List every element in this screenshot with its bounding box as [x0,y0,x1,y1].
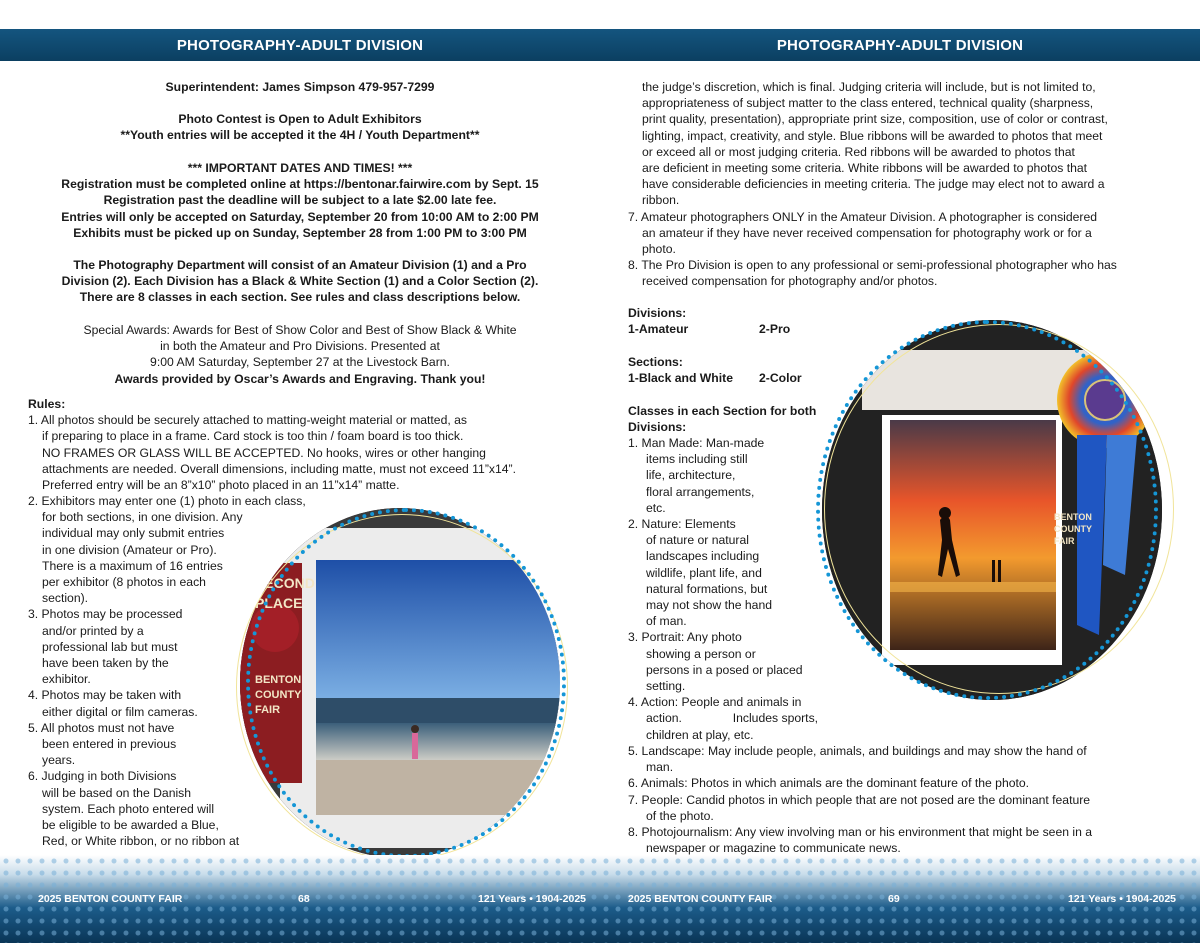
rule-2 [28,493,328,606]
special-awards-line: 9:00 AM Saturday, September 27 at the Livestock Barn. [150,355,450,370]
class-line: persons in a posed or placed [646,662,803,677]
division-amateur: 1-Amateur [628,322,689,337]
class-line: children at play, etc. [646,727,754,742]
rule-6 [28,768,328,849]
class-line: of the photo. [646,808,714,823]
section-color: 2-Color [759,371,802,386]
rule-line: ribbon. [642,193,680,208]
class-5 [628,743,1188,775]
class-3 [628,629,868,694]
rule-line: are deficient in meeting some criteria. White ribbons will be awarded to photos that [642,161,1088,176]
ribbon-text-benton: BENTON [1054,512,1092,522]
rule-line: 3. Photos may be processed [28,607,183,622]
class-line: wildlife, plant life, and [646,565,762,580]
ribbon-text-county: COUNTY [1054,524,1092,534]
open-line-2: **Youth entries will be accepted it the 4H / Youth Department** [120,128,480,143]
open-line-1: Photo Contest is Open to Adult Exhibitors [178,112,422,126]
rule-line: 4. Photos may be taken with [28,688,182,703]
class-line: 7. People: Candid photos in which people that are not posed are the dominant feature [628,792,1091,807]
special-awards-line: Special Awards: Awards for Best of Show Color and Best of Show Black & White [83,323,517,337]
class-line: 3. Portrait: Any photo [628,630,742,645]
ribbon-text-fair: FAIR [255,704,281,716]
footer-page-number: 69 [888,893,900,905]
class-line: action. Includes sports, [646,711,819,726]
rule-line: 7. Amateur photographers ONLY in the Amateur Division. A photographer is considered [628,209,1098,224]
class-line: natural formations, but [646,581,768,596]
left-banner-title: PHOTOGRAPHY-ADULT DIVISION [0,29,600,61]
rule-line: have considerable deficiencies in meeting criteria. The judge may elect not to award a [642,177,1105,192]
classes-heading-block [628,403,858,435]
superintendent-line: Superintendent: James Simpson 479-957-7299 [165,80,435,94]
class-line: landscapes including [646,549,760,564]
rule-line: 5. All photos must not have [28,720,175,735]
sunset-photo-graphic [822,320,1182,705]
date-line: Exhibits must be picked up on Sunday, September 28 from 1:00 PM to 3:00 PM [73,225,527,240]
class-line: may not show the hand [646,598,773,613]
rule-line: There is a maximum of 16 entries [42,558,223,573]
special-awards-line: in both the Amateur and Pro Divisions. Presented at [160,339,440,354]
class-4 [628,694,868,743]
rule-8 [628,257,1188,289]
classes-narrow [628,435,868,743]
rule-line: an amateur if they have never received compensation for photography work or for a [642,225,1092,240]
awards-thanks: Awards provided by Oscar’s Awards and Engraving. Thank you! [114,371,486,386]
rule-line: for both sections, in one division. Any [42,510,243,525]
rule-line: attachments are needed. Overall dimensions, including matte, must not exceed 11”x14”. [42,461,516,476]
rule-line: individual may only submit entries [42,526,225,541]
class-6 [628,775,1188,791]
right-page [600,0,1200,943]
important-header: *** IMPORTANT DATES AND TIMES! *** [187,161,413,175]
rule-line: 2. Exhibitors may enter one (1) photo in each class, [28,494,306,508]
rule-line: either digital or film cameras. [42,704,198,719]
rule-4 [28,687,328,719]
rule-line: and/or printed by a [42,623,144,638]
department-line: The Photography Department will consist of an Amateur Division (1) and a Pro [73,258,527,272]
rule-line: or exceed all or most judging criteria. Red ribbons will be awarded to photos that [642,144,1075,159]
rule-line: 8. The Pro Division is open to any professional or semi-professional photographer who has [628,258,1117,273]
class-line: 6. Animals: Photos in which animals are the dominant feature of the photo. [628,776,1030,791]
rule-line: will be based on the Danish [42,785,192,800]
ribbon-text-benton: BENTON [255,674,302,686]
rule-line: exhibitor. [42,672,91,687]
sections-section [628,354,868,386]
footer-page-number: 68 [298,893,310,905]
class-1 [628,435,868,516]
date-line: Registration must be completed online at https://bentonar.fairwire.com by Sept. 15 [61,177,539,192]
footer-fair-name: 2025 BENTON COUNTY FAIR [628,893,773,905]
right-banner-title: PHOTOGRAPHY-ADULT DIVISION [600,29,1200,61]
rule-line: appropriateness of subject matter to the class entered, technical quality (sharpness, [642,96,1094,111]
important-dates [20,160,580,241]
rule-line: if preparing to place in a frame. Card stock is too thin / foam board is too thick. [42,429,464,444]
rule-line: 6. Judging in both Divisions [28,769,177,784]
class-line: newspaper or magazine to communicate news. [646,841,901,856]
divisions-heading: Divisions: [628,306,687,320]
class-line: 8. Photojournalism: Any view involving man or his environment that might be seen in a [628,825,1093,840]
ribbon-text-county: COUNTY [255,689,302,701]
class-line: man. [646,760,674,775]
class-line: 1. Man Made: Man-made [628,436,765,450]
section-black-white: 1-Black and White [628,371,733,386]
rule-3 [28,606,328,687]
classes-heading-cont: Divisions: [628,420,687,435]
classes-heading: Classes in each Section for both [628,404,817,418]
rule-line: lighting, impact, creativity, and style. Blue ribbons will be awarded to photos that meet [642,128,1103,143]
rule-line: the judge’s discretion, which is final. Judging criteria will include, but is not limited to, [642,80,1096,94]
department-line: There are 8 classes in each section. See rules and class descriptions below. [79,290,521,305]
footer-years: 121 Years • 1904-2025 [1068,893,1176,905]
department-description [20,257,580,306]
class-line: 2. Nature: Elements [628,517,736,532]
footer-years: 121 Years • 1904-2025 [478,893,586,905]
class-line: items including still [646,452,748,467]
rule-line: NO FRAMES OR GLASS WILL BE ACCEPTED. No hooks, wires or other hanging [42,445,486,460]
rule-5 [28,720,328,769]
rule-line: professional lab but must [42,639,178,654]
rule-line: system. Each photo entered will [42,801,215,816]
class-2 [628,516,868,629]
rule-line: print quality, presentation), appropriate print size, composition, use of color or contrast, [642,112,1108,127]
rule-line: per exhibitor (8 photos in each [42,575,206,590]
class-8 [628,824,1188,856]
right-footer [600,855,1200,943]
rule-7 [628,209,1188,258]
rule-line: years. [42,753,76,768]
rule-line: 1. All photos should be securely attached to matting-weight material or matted, as [28,413,467,428]
class-line: floral arrangements, [646,484,755,499]
open-notice [20,111,580,143]
rules-section [28,396,588,493]
date-line: Registration past the deadline will be subject to a late $2.00 late fee. [103,193,497,208]
ribbon-text-place: PLACE [255,595,303,611]
rule-line: Red, or White ribbon, or no ribbon at [42,834,240,849]
class-7 [628,792,1188,824]
department-line: Division (2). Each Division has a Black & White Section (1) and a Color Section (2). [61,274,539,289]
rule-line: section). [42,591,89,606]
division-pro: 2-Pro [759,322,791,337]
date-line: Entries will only be accepted on Saturday, September 20 from 10:00 AM to 2:00 PM [61,209,539,224]
class-line: 5. Landscape: May include people, animals, and buildings and may show the hand of [628,744,1087,758]
class-line: showing a person or [646,646,756,661]
rule-line: been entered in previous [42,737,177,752]
footer-fair-name: 2025 BENTON COUNTY FAIR [38,893,183,905]
class-line: etc. [646,500,666,515]
class-line: 4. Action: People and animals in [628,695,802,710]
rule-line: received compensation for photography and/or photos. [642,274,938,289]
sections-heading: Sections: [628,355,683,369]
rules-narrow [28,493,328,849]
left-footer [0,855,600,943]
class-line: setting. [646,679,686,694]
classes-wide [628,743,1188,856]
rule-line: have been taken by the [42,656,169,671]
ribbon-text-fair: FAIR [1054,536,1075,546]
rules-heading: Rules: [28,397,66,411]
divisions-section [628,305,868,337]
rule-line: in one division (Amateur or Pro). [42,542,217,557]
class-line: life, architecture, [646,468,736,483]
rule-line: Preferred entry will be an 8”x10” photo placed in an 11”x14” matte. [42,478,400,493]
rule-6-continued [628,79,1188,290]
class-line: of man. [646,614,687,629]
rule-1 [28,412,588,493]
ribbon-text-second: SECOND [255,575,315,591]
class-line: of nature or natural [646,533,749,548]
rule-line: be eligible to be awarded a Blue, [42,818,219,833]
rule-line: photo. [642,242,676,257]
special-awards [20,322,580,387]
